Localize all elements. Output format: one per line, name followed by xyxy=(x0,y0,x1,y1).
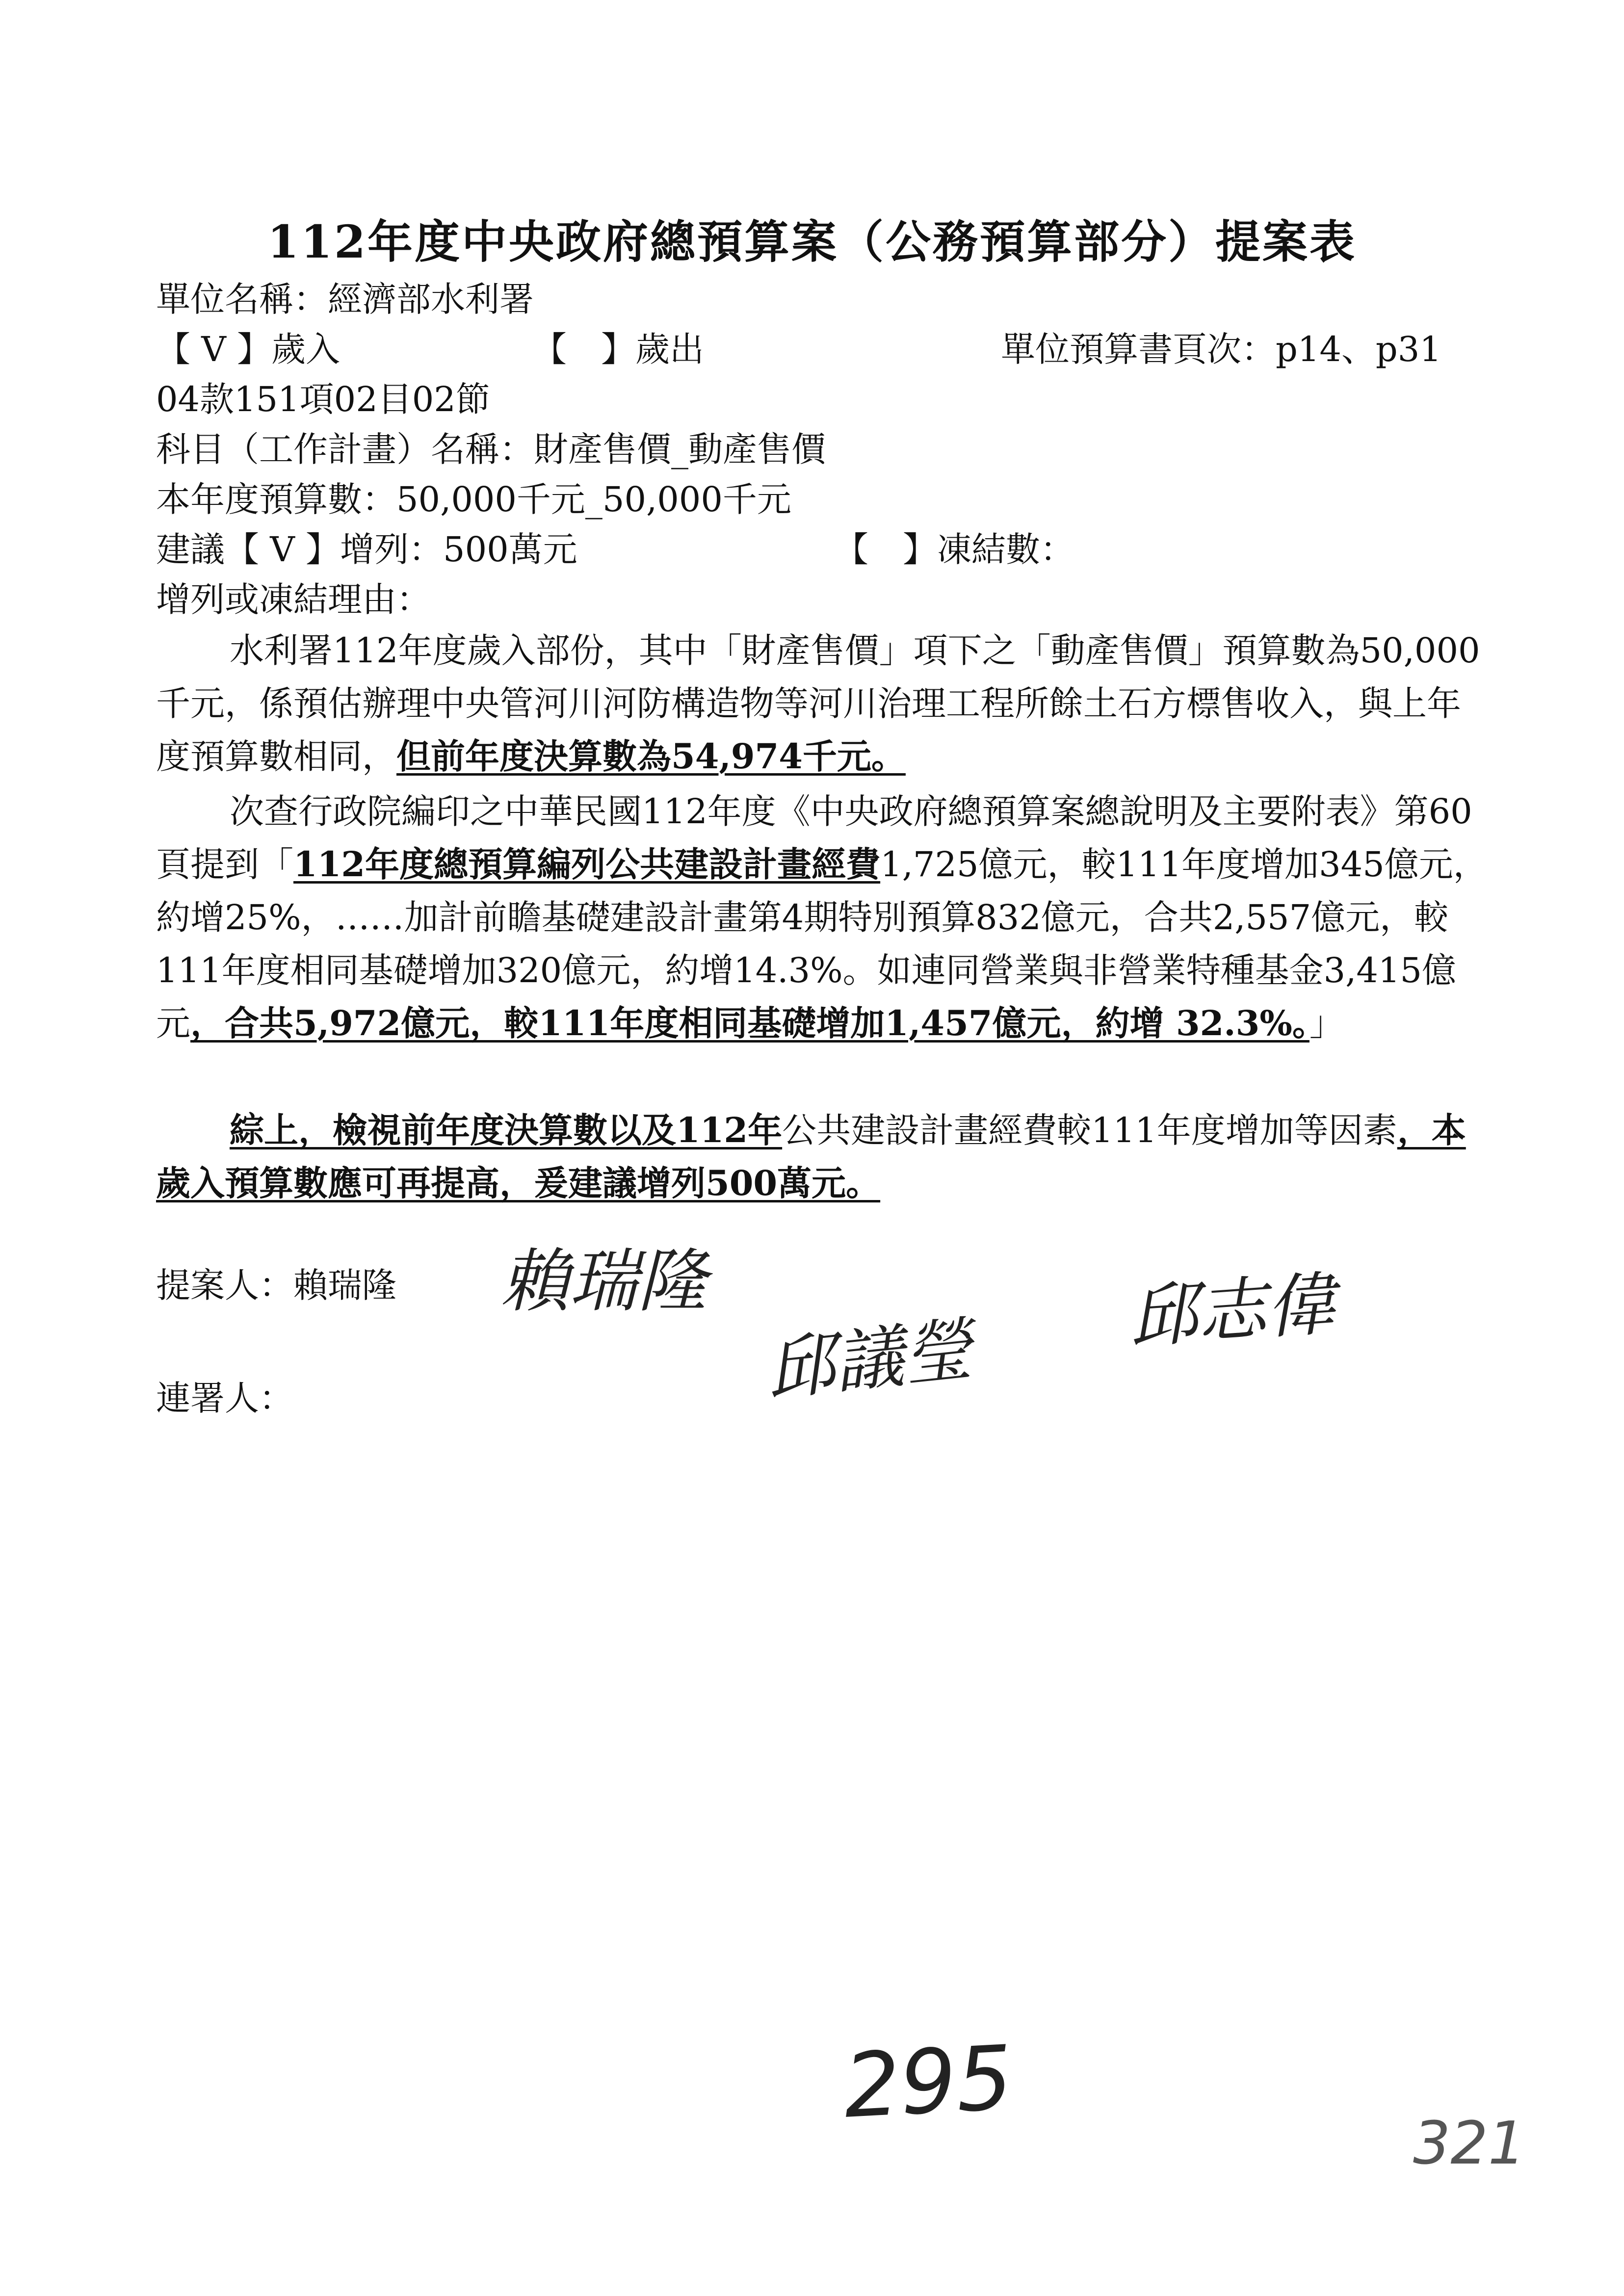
unit-name: 單位名稱：經濟部水利署 xyxy=(156,279,534,319)
paragraph-3-emphasis-b: ，本歲入預算數應可再提高，爰建議增列500萬元。 xyxy=(156,1110,1466,1203)
checkbox-expenditure: 【 】歲出 xyxy=(532,329,704,369)
budget-amount: 本年度預算數：50,000千元_50,000千元 xyxy=(156,479,791,520)
reason-paragraph-3 xyxy=(156,1104,1491,1210)
signature-proposer: 賴瑞隆 xyxy=(500,1242,707,1322)
budget-book-pages: 單位預算書頁次：p14、p31 xyxy=(1001,329,1441,369)
form-title: 112年度中央政府總預算案（公務預算部分）提案表 xyxy=(267,215,1357,268)
proposer: 提案人：賴瑞隆 xyxy=(156,1265,396,1305)
reason-paragraph-1 xyxy=(156,624,1491,783)
proposal-freeze: 【 】凍結數： xyxy=(834,529,1074,570)
paragraph-3-emphasis-a: 綜上，檢視前年度決算數以及112年 xyxy=(230,1110,783,1150)
checkbox-revenue: 【 V 】歲入 xyxy=(156,329,341,369)
page-number-handwritten: 295 xyxy=(841,2027,1015,2138)
signature-cosigner-1: 邱議瑩 xyxy=(762,1309,976,1411)
subject-code: 04款151項02目02節 xyxy=(156,379,490,419)
subject-name: 科目（工作計畫）名稱：財產售價_動產售價 xyxy=(156,429,826,470)
paragraph-2-emphasis-a: 112年度總預算編列公共建設計畫經費 xyxy=(293,844,881,885)
proposal-increase: 建議【 V 】增列：500萬元 xyxy=(156,529,577,570)
paragraph-2-text-c: 」 xyxy=(1309,1003,1344,1044)
reason-label: 增列或凍結理由： xyxy=(156,579,431,620)
paragraph-1-emphasis: 但前年度決算數為54,974千元。 xyxy=(396,736,906,777)
paragraph-1-text: 水利署112年度歲入部份，其中「財產售價」項下之「動產售價」預算數為50,000千元，係預估辦理中央管河川河防構造物等河川治理工程所餘土石方標售收入，與上年度預算數相同， xyxy=(156,630,1480,777)
paragraph-2-emphasis-b: ，合共5,972億元，較111年度相同基礎增加1,457億元，約增 32.3%。 xyxy=(190,1003,1310,1044)
paragraph-3-text: 公共建設計畫經費較111年度增加等因素 xyxy=(782,1110,1397,1150)
paragraph-2-text-a: 次查行政院編印之中華民國112年度《中央政府總預算案總說明及主要附表》第60頁提到「 xyxy=(156,791,1472,885)
reason-paragraph-2 xyxy=(156,785,1491,1050)
paragraph-2-text-b: 1,725億元，較111年度增加345億元，約增25%，……加計前瞻基礎建設計畫第4期特別預算832億元，合共2,557億元，較111年度相同基礎增加320億元，約增14.3%。如連同營業與非營業特種基金3,415億元 xyxy=(156,844,1488,1044)
page-number-secondary: 321 xyxy=(1413,2110,1526,2178)
signature-cosigner-2: 邱志偉 xyxy=(1126,1264,1338,1358)
cosigner-label: 連署人： xyxy=(156,1378,293,1418)
